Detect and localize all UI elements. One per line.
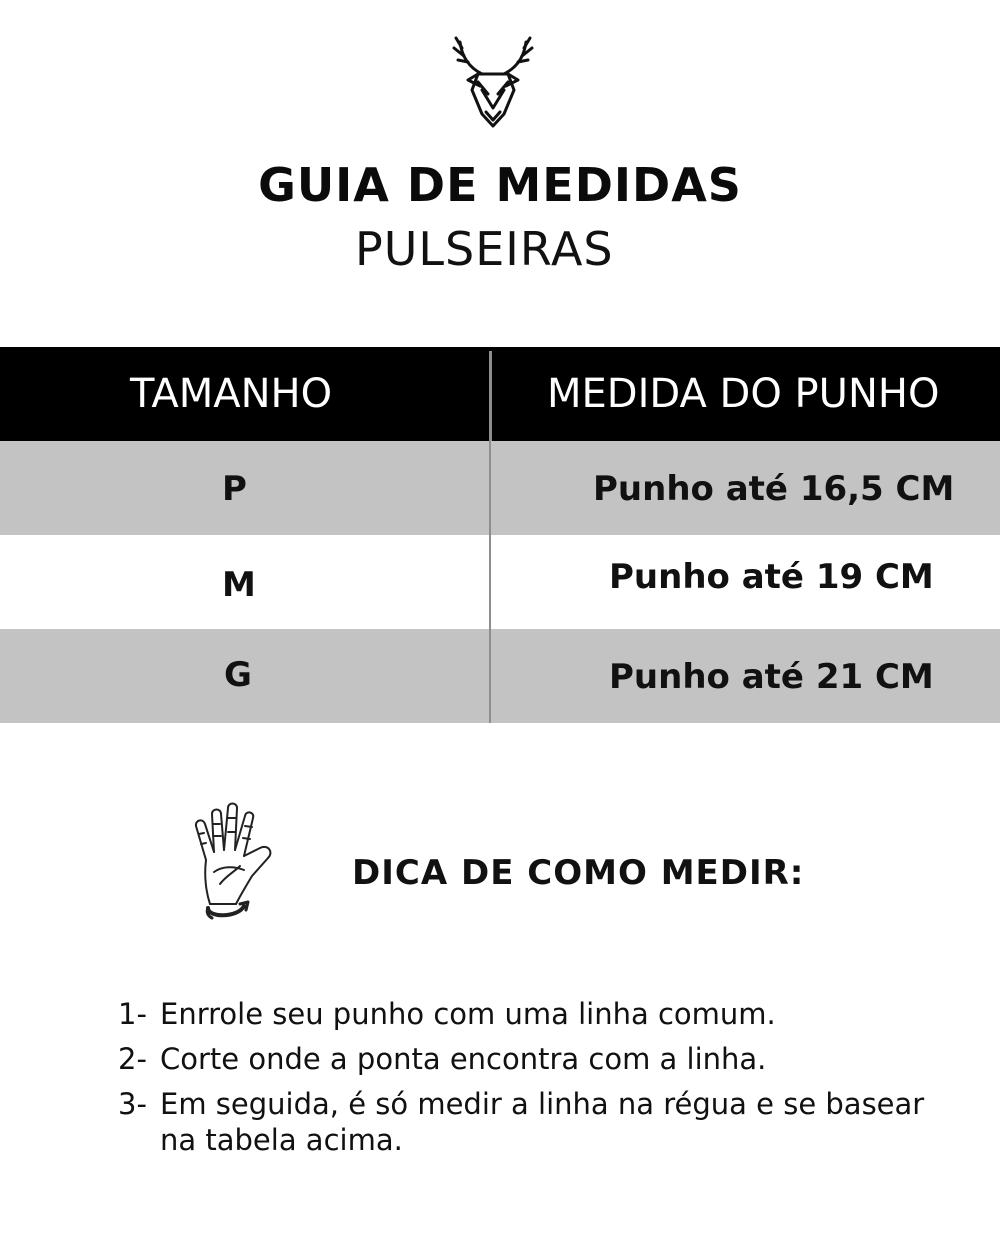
tip-title: DICA DE COMO MEDIR: xyxy=(352,853,805,893)
step-number: 2- xyxy=(118,1042,147,1076)
table-row xyxy=(0,441,1000,535)
measure-cell: Punho até 19 CM xyxy=(609,557,934,597)
page-subtitle: PULSEIRAS xyxy=(355,222,614,276)
step-number: 1- xyxy=(118,997,147,1031)
instructions-list xyxy=(118,996,938,1167)
column-header-size: TAMANHO xyxy=(130,371,333,417)
table-row xyxy=(0,535,1000,629)
size-cell: G xyxy=(224,655,252,695)
step-text: Corte onde a ponta encontra com a linha. xyxy=(160,1042,767,1076)
column-header-measure: MEDIDA DO PUNHO xyxy=(547,371,940,417)
list-item xyxy=(118,996,938,1032)
size-cell: M xyxy=(222,565,256,605)
measure-cell: Punho até 21 CM xyxy=(609,657,934,697)
column-divider xyxy=(489,629,491,723)
page-title: GUIA DE MEDIDAS xyxy=(258,158,742,212)
table-header xyxy=(0,347,1000,441)
size-cell: P xyxy=(222,469,247,509)
list-item xyxy=(118,1086,938,1158)
measure-cell: Punho até 16,5 CM xyxy=(593,469,955,509)
table-row xyxy=(0,629,1000,723)
column-divider xyxy=(489,535,491,629)
column-divider xyxy=(489,441,491,535)
step-text: Enrrole seu punho com uma linha comum. xyxy=(160,997,776,1031)
step-number: 3- xyxy=(118,1087,147,1121)
hand-measure-icon xyxy=(190,800,290,926)
column-divider xyxy=(489,351,492,441)
deer-head-icon xyxy=(448,34,538,130)
list-item xyxy=(118,1041,938,1077)
step-text: Em seguida, é só medir a linha na régua e se basear na tabela acima. xyxy=(160,1087,925,1157)
size-table xyxy=(0,347,1000,723)
